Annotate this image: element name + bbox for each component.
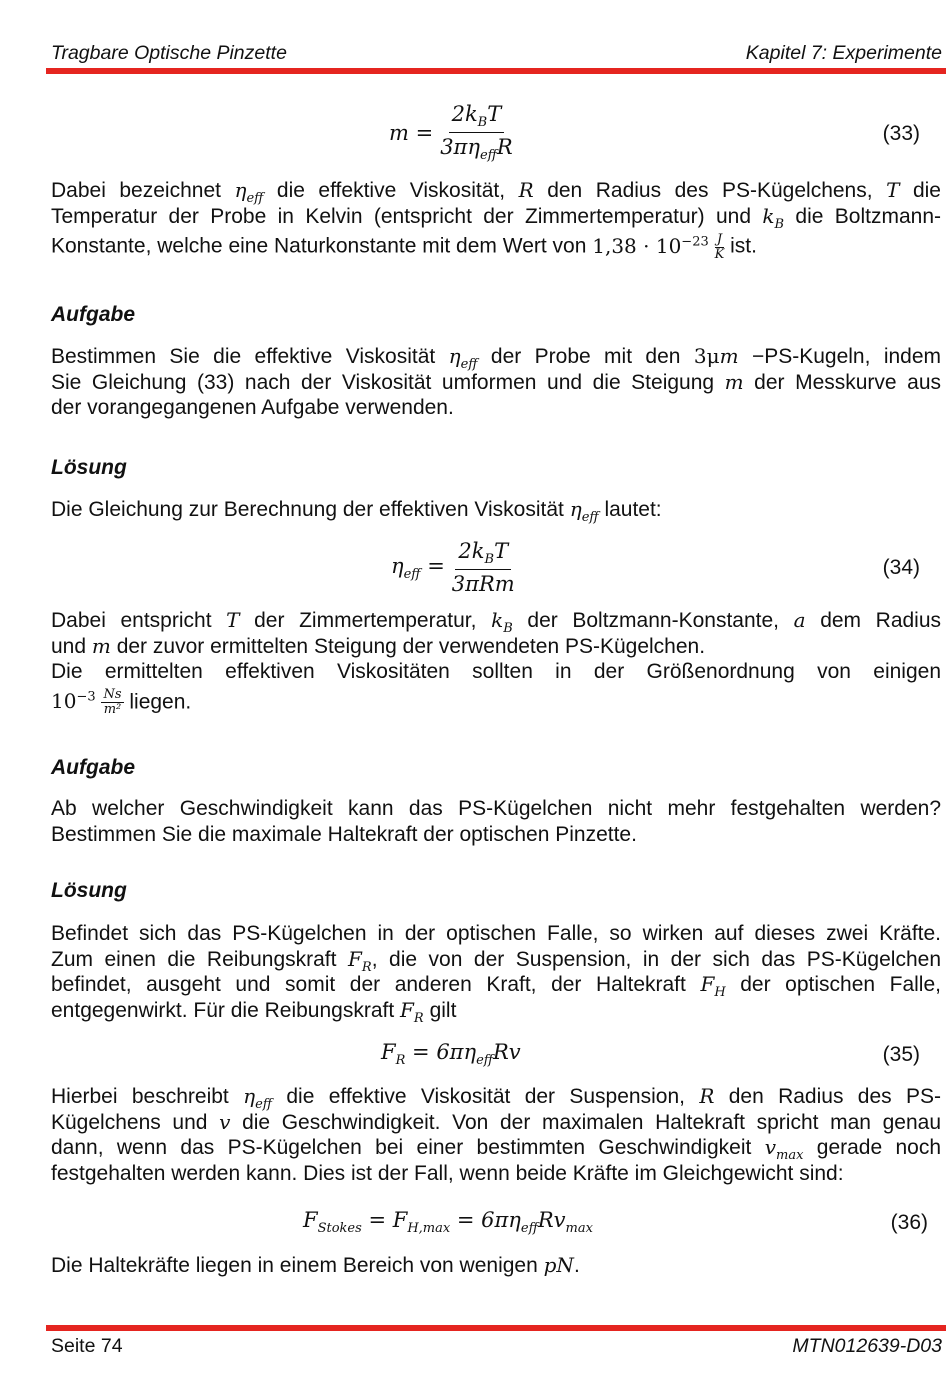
heading-loesung-2: Lösung xyxy=(51,879,127,902)
paragraph-4: Dabei entspricht T der Zimmertemperatur, $k_B$ der Boltzmann-Konstante, a dem Radius und m der zuvor ermittelten Steigung der verwendeten PS-Kügelchen. Die ermittelten effektiven Viskositäten sollten in der Größenordnung von einigen $10^{-3}$ $\frac{Ns}{\text{m²}}$ liegen. xyxy=(51,608,942,718)
footer-rule xyxy=(46,1325,946,1331)
eq34-lhs: $\eta_{eff}$ = xyxy=(391,553,445,582)
equation-34 xyxy=(51,539,920,599)
header-rule xyxy=(46,68,946,74)
heading-aufgabe-2: Aufgabe xyxy=(51,756,135,779)
eq35-number: (35) xyxy=(882,1043,920,1066)
eq35-formula: $F_R = 6\pi\eta_{eff}Rv$ xyxy=(381,1040,521,1069)
paragraph-8: Die Haltekräfte liegen in einem Bereich von wenigen pN. xyxy=(51,1253,580,1277)
heading-loesung-1: Lösung xyxy=(51,456,127,479)
heading-aufgabe-1: Aufgabe xyxy=(51,303,135,326)
header-right: Kapitel 7: Experimente xyxy=(745,42,942,64)
equation-33 xyxy=(51,102,920,164)
page-number: Seite 74 xyxy=(51,1335,123,1357)
eq34-number: (34) xyxy=(882,556,920,579)
paragraph-2: Bestimmen Sie die effektive Viskosität $\eta_{eff}$ der Probe mit den 3μm −PS-Kugeln, indem Sie Gleichung (33) nach der Viskosität umformen und die Steigung m der Messkurve aus der vorangegangenen Aufgabe verwenden. xyxy=(51,344,942,419)
paragraph-6: Befindet sich das PS-Kügelchen in der optischen Falle, so wirken auf dieses zwei Kräfte. Zum einen die Reibungskraft $F_R$, die von der Suspension, in der sich das PS-Kügelchen befindet, ausgeht und somit der anderen Kraft, der Haltekraft $F_H$ der optischen Falle, entgegenwirkt. Für die Reibungskraft $F_R$ gilt xyxy=(51,922,941,1026)
paragraph-5: Ab welcher Geschwindigkeit kann das PS-Kügelchen nicht mehr festgehalten werden? Bestimmen Sie die maximale Haltekraft der optischen Pinzette. xyxy=(51,797,941,846)
document-id: MTN012639-D03 xyxy=(792,1335,942,1357)
eq34-fraction: $\frac{2k_BT}{\text{3πRm}}$ xyxy=(451,539,515,597)
paragraph-3: Die Gleichung zur Berechnung der effektiven Viskosität $\eta_{eff}$ lautet: xyxy=(51,497,662,525)
equation-35 xyxy=(51,1040,920,1070)
eq36-number: (36) xyxy=(890,1211,928,1234)
paragraph-1: Dabei bezeichnet $\eta_{eff}$ die effektive Viskosität, R den Radius des PS-Kügelchens, T die Temperatur der Probe in Kelvin (entspricht der Zimmertemperatur) und $k_B$ die Boltzmann- Konstante, welche eine Naturkonstante mit dem Wert von $1,38 \cdot 10^{-23}$ $\frac{J}{K}$ ist. xyxy=(51,178,942,262)
eq33-lhs: m = xyxy=(389,120,434,145)
header-left: Tragbare Optische Pinzette xyxy=(51,42,287,64)
eq33-fraction: $\frac{2k_BT}{3\pi\eta_{eff}R}$ xyxy=(440,102,513,164)
eq36-formula: $F_{Stokes} = F_{H,max} = 6\pi\eta_{eff}Rv_{max}$ xyxy=(303,1208,593,1237)
eq33-number: (33) xyxy=(882,122,920,145)
paragraph-7: Hierbei beschreibt $\eta_{eff}$ die effektive Viskosität der Suspension, R den Radius des PS- Kügelchens und v die Geschwindigkeit. Von der maximalen Haltekraft spricht man genau dann, wenn das PS-Kügelchen bei einer bestimmten Geschwindigkeit $v_{max}$ gerade noch festgehalten werden kann. Dies ist der Fall, wenn beide Kräfte im Gleichgewicht sind: xyxy=(51,1084,942,1185)
equation-36 xyxy=(51,1208,928,1238)
